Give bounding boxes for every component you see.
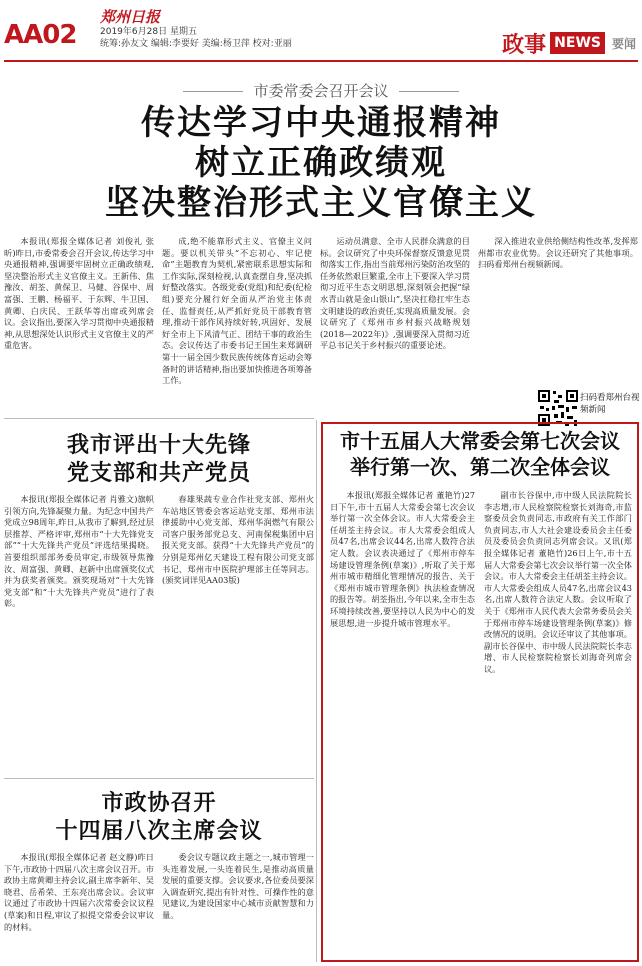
lead-column-1: 本报讯(郑报全媒体记者 刘俊礼 张昕)昨日,市委常委会召开会议,传达学习中央通报精神,强调要牢固树立正确政绩观,坚决整治形式主义官僚主义。王新伟、焦豫汝、胡荃、黄保卫、马健、谷保中、周富强、王鹏、杨福平、于东辉、牛卫国、黄卿、白庆民、王跃华等出席或列席会议。会议指出,要深入学习贯彻中央通报精神,从思想深处认识形式主义官僚主义的严重危害。 — [4, 236, 154, 351]
page-header — [0, 0, 642, 62]
lead-headline-2: 树立正确政绩观 — [195, 143, 447, 183]
lead-headline-3: 坚决整治形式主义官僚主义 — [105, 183, 537, 223]
divider — [4, 418, 314, 419]
header-meta — [100, 26, 292, 50]
lead-column-3: 运动员满意、全市人民群众满意的目标。会议研究了中央环保督察反馈意见贯彻落实工作,指出当前郑州污染防治攻坚的任务依然艰巨繁重,全市上下要深入学习贯彻习近平生态文明思想,深刻领会把握“绿水青山就是金山银山”,坚决扛稳扛牢生态文明建设的政治责任,实现高质量发展。会议研究了《郑州市乡村振兴战略规划(2018—2022年)》,强调要深入贯彻习近平总书记关于乡村振兴的重要论述。 — [320, 236, 470, 351]
box-column-2: 副市长谷保中,市中级人民法院院长李志增,市人民检察院检察长刘海奇,市监察委员会负责同志,市政府有关工作部门负责同志,市人大社会建设委员会主任委员及委员会负责同志列席会议。又讯(郑报全媒体记者 董艳竹)26日上午,市十五届人大常委会第七次会议举行第一次全体会议。市人大常委会主任胡荃主持会议。市人大常委会组成人员47名,出席会议43名,出席人数符合法定人数。会议听取了关于《郑州市人民代表大会常务委员会关于郑州市停车场建设管理条例(草案)》修改情况的说明。会议还审议了其他事项。副市长谷保中、市中级人民法院院长李志增、市人民检察院检察长刘海奇列席会议。 — [484, 490, 632, 674]
article2-column-2: 春雄果蔬专业合作社党支部、郑州火车站地区管委会客运站党支部、郑州市法律援助中心党支部、郑州华润燃气有限公司客户服务部党总支、河南保税集团中启报关党支部。获得“十大先锋共产党员”的分别是郑州亿天建设工程有限公司党支部书记、郑州市中医院护理部主任等同志。(颁奖词详见AA03版) — [162, 494, 314, 586]
article3-column-2: 委会议专题议政主题之一,城市管理一头连着发展,一头连着民生,是推动高质量发展的重要支撑。会议要求,各位委员要深入调查研究,提出有针对性、可操作性的意见建议,为建设国家中心城市贡献智慧和力量。 — [162, 852, 314, 920]
section-zh: 政事 — [502, 32, 547, 58]
header-rule — [4, 60, 638, 62]
section-label — [502, 30, 636, 56]
section-sub: 要闻 — [611, 36, 636, 51]
lead-column-4: 深入推进农业供给侧结构性改革,发挥郑州都市农业优势。会议还研究了其他事项。扫码看郑州台视频新闻。 — [478, 236, 638, 270]
page-number: AA02 — [4, 20, 77, 50]
issue-date: 2019年6月28日 星期五 — [100, 27, 197, 37]
article3-headline-1: 市政协召开 — [101, 791, 217, 816]
article3-headline-2: 十四届八次主席会议 — [55, 819, 263, 844]
article3-column-1: 本报讯(郑报全媒体记者 赵文静)昨日下午,市政协十四届八次主席会议召开。市政协主席黄卿主持会议,副主席李新年、吴晓君、岳希荣、王东亮出席会议。会议审议通过了市政协十四届六次常委会议议程(草案)和日程,审议了拟提交常委会议审议的材料。 — [4, 852, 154, 932]
box-headline-2: 举行第一次、第二次全体会议 — [350, 455, 610, 479]
divider — [4, 778, 314, 779]
article2-headline-1: 我市评出十大先锋 — [66, 433, 251, 458]
staff-line: 统筹:孙友文 编辑:李要好 美编:杨卫萍 校对:亚丽 — [100, 39, 292, 49]
article2-column-1: 本报讯(郑报全媒体记者 肖雅文)旗帜引领方向,先锋凝聚力量。为纪念中国共产党成立98周年,昨日,从我市了解到,经过层层推荐、严格评审,郑州市“十大先锋党支部”“十大先锋共产党员”评选结果揭晓。首要组织部部务委员审定,市级领导焦豫汝、周富强、黄卿、赵新中出席颁奖仪式并为获奖者颁奖。颁奖现场对“十大先锋党支部”和“十大先锋共产党员”进行了表彰。 — [4, 494, 154, 609]
box-headline-1: 市十五届人大常委会第七次会议 — [340, 429, 620, 453]
column-divider — [316, 420, 317, 962]
section-en: NEWS — [550, 32, 605, 54]
lead-headline-1: 传达学习中央通报精神 — [141, 103, 501, 143]
box-column-1: 本报讯(郑报全媒体记者 董艳竹)27日下午,市十五届人大常委会第七次会议举行第一次全体会议。市人大常委会主任胡荃主持会议。市人大常委会组成人员47名,出席会议44名,出席人数符合法定人数。会议表决通过了《郑州市停车场建设管理条例(草案)》,听取了关于郑州市城市精细化管理情况的报告、关于《郑州市城市管理条例》执法检查情况的报告等。胡荃指出,今年以来,全市生态环境持续改善,要坚持以人民为中心的发展思想,进一步提升城市管理水平。 — [330, 490, 475, 628]
newspaper-brand: 郑州日报 — [100, 8, 161, 26]
lead-kicker: 市委常委会召开会议 — [0, 80, 642, 101]
qr-caption: 扫码看郑州台视频新闻 — [580, 393, 640, 415]
lead-column-2: 成,绝不能靠形式主义、官僚主义问题。要以机关带头“不忘初心、牢记使命”主题教育为契机,紧密联系思想实际和工作实际,深刻检视,认真查摆自身,坚决抓好整改落实。各级党委(党组)和纪委(纪检组)要充分履行好全面从严治党主体责任、监督责任,从严抓好党员干部教育管理,推动干部作风持续好转,巩固好、发展好全市上下风清气正、团结干事的政治生态。会议传达了市委书记王国生来郑调研第十一届全国少数民族传统体育运动会筹备时的讲话精神,指出要加快推进各项筹备工作。 — [162, 236, 312, 386]
article2-headline-2: 党支部和共产党员 — [66, 461, 251, 486]
box-headline — [321, 428, 639, 480]
